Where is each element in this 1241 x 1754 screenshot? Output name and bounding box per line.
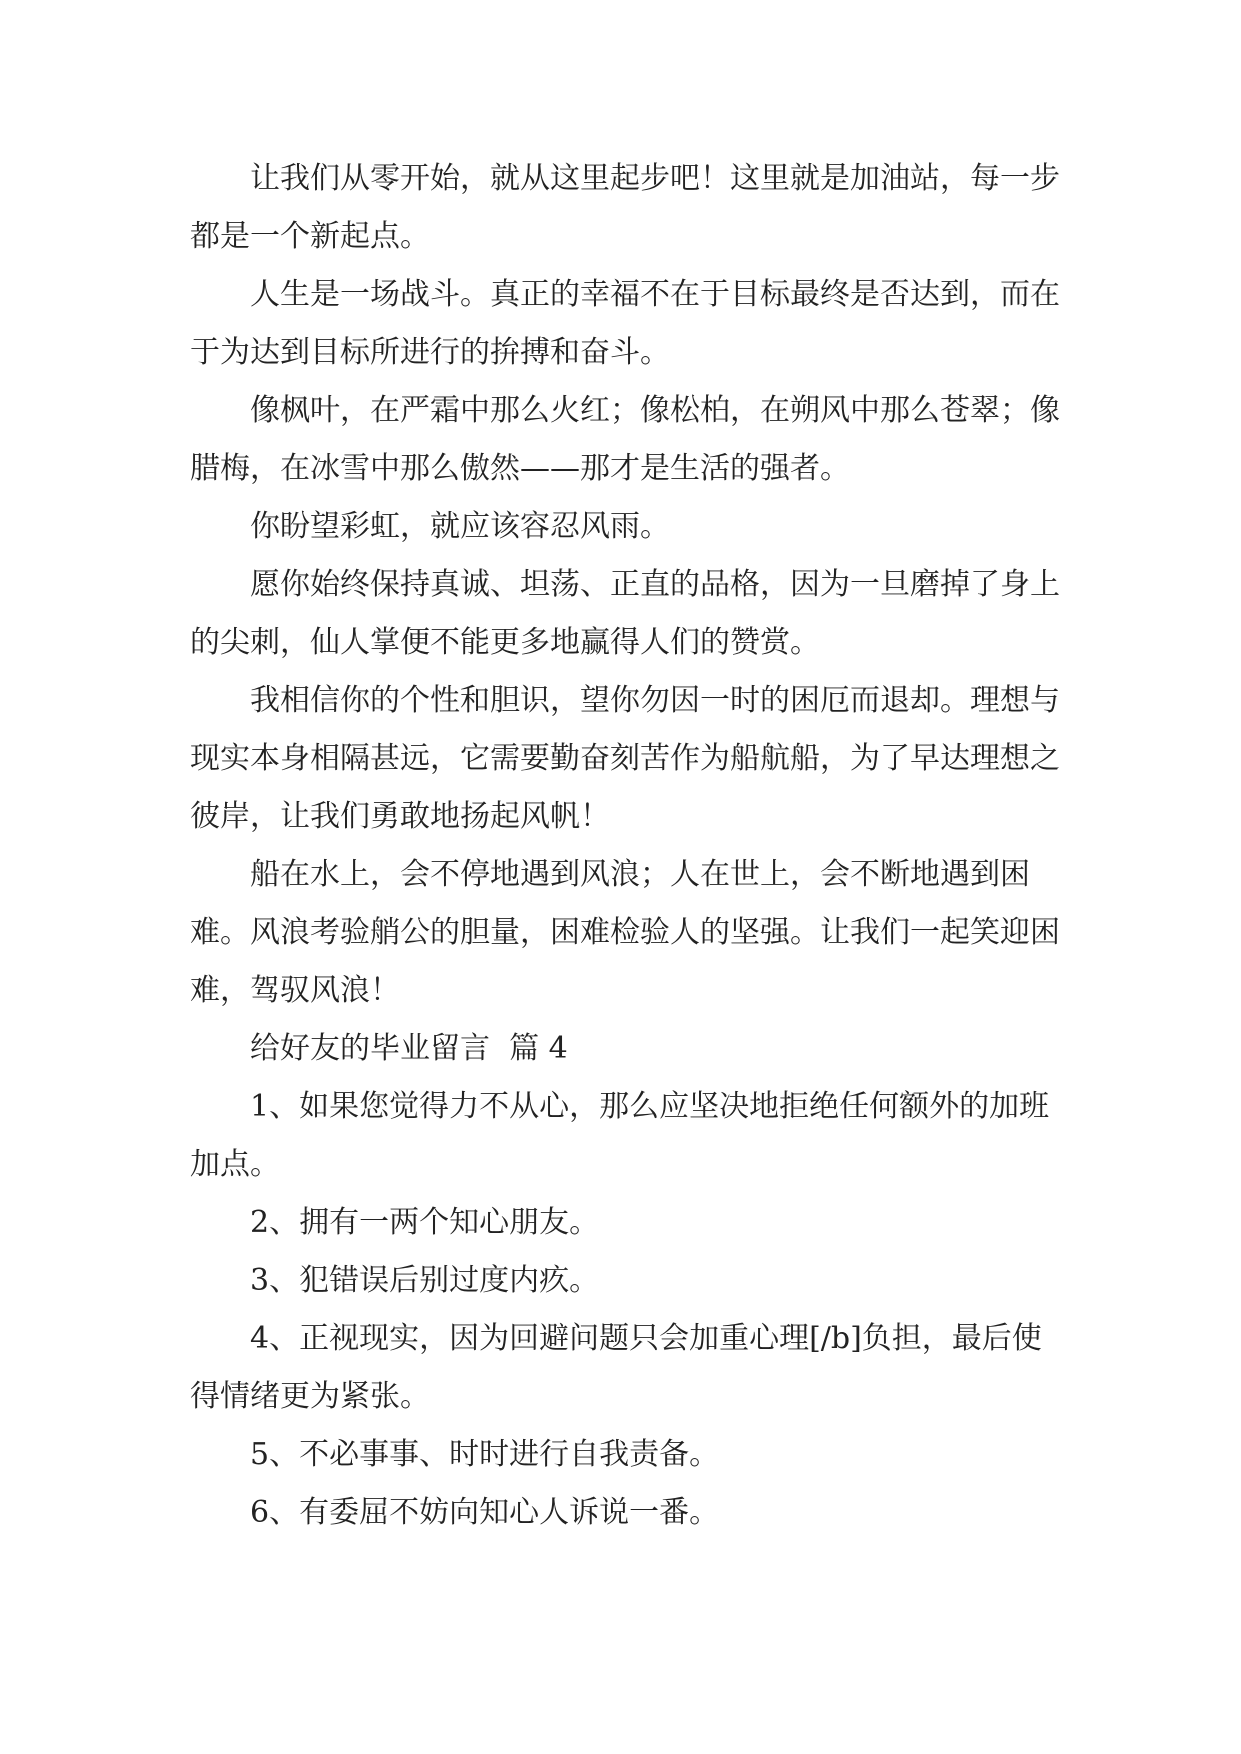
paragraph: 像枫叶，在严霜中那么火红；像松柏，在朔风中那么苍翠；像腊梅，在冰雪中那么傲然——那才是生活的强者。 (190, 393, 1060, 486)
paragraph: 人生是一场战斗。真正的幸福不在于目标最终是否达到，而在于为达到目标所进行的拚搏和奋斗。 (190, 277, 1060, 370)
list-item: 5、不必事事、时时进行自我责备。 (250, 1437, 720, 1472)
paragraph: 我相信你的个性和胆识，望你勿因一时的困厄而退却。理想与现实本身相隔甚远，它需要勤奋刻苦作为船航船，为了早达理想之彼岸，让我们勇敢地扬起风帆！ (190, 683, 1060, 834)
list-item: 1、如果您觉得力不从心，那么应坚决地拒绝任何额外的加班加点。 (190, 1089, 1050, 1182)
section-heading: 给好友的毕业留言 篇 4 (250, 1031, 568, 1066)
list-item: 6、有委屈不妨向知心人诉说一番。 (250, 1495, 720, 1530)
paragraph: 船在水上，会不停地遇到风浪；人在世上，会不断地遇到困难。风浪考验艄公的胆量，困难检验人的坚强。让我们一起笑迎困难，驾驭风浪！ (190, 857, 1060, 1008)
list-item: 3、犯错误后别过度内疚。 (250, 1263, 600, 1298)
list-item: 2、拥有一两个知心朋友。 (250, 1205, 600, 1240)
paragraph: 愿你始终保持真诚、坦荡、正直的品格，因为一旦磨掉了身上的尖刺，仙人掌便不能更多地赢得人们的赞赏。 (190, 567, 1060, 660)
paragraph: 你盼望彩虹，就应该容忍风雨。 (250, 509, 670, 544)
paragraph: 让我们从零开始，就从这里起步吧！这里就是加油站，每一步都是一个新起点。 (190, 161, 1060, 254)
document-body (190, 150, 1070, 1542)
list-item: 4、正视现实，因为回避问题只会加重心理[/b]负担，最后使得情绪更为紧张。 (190, 1321, 1042, 1414)
